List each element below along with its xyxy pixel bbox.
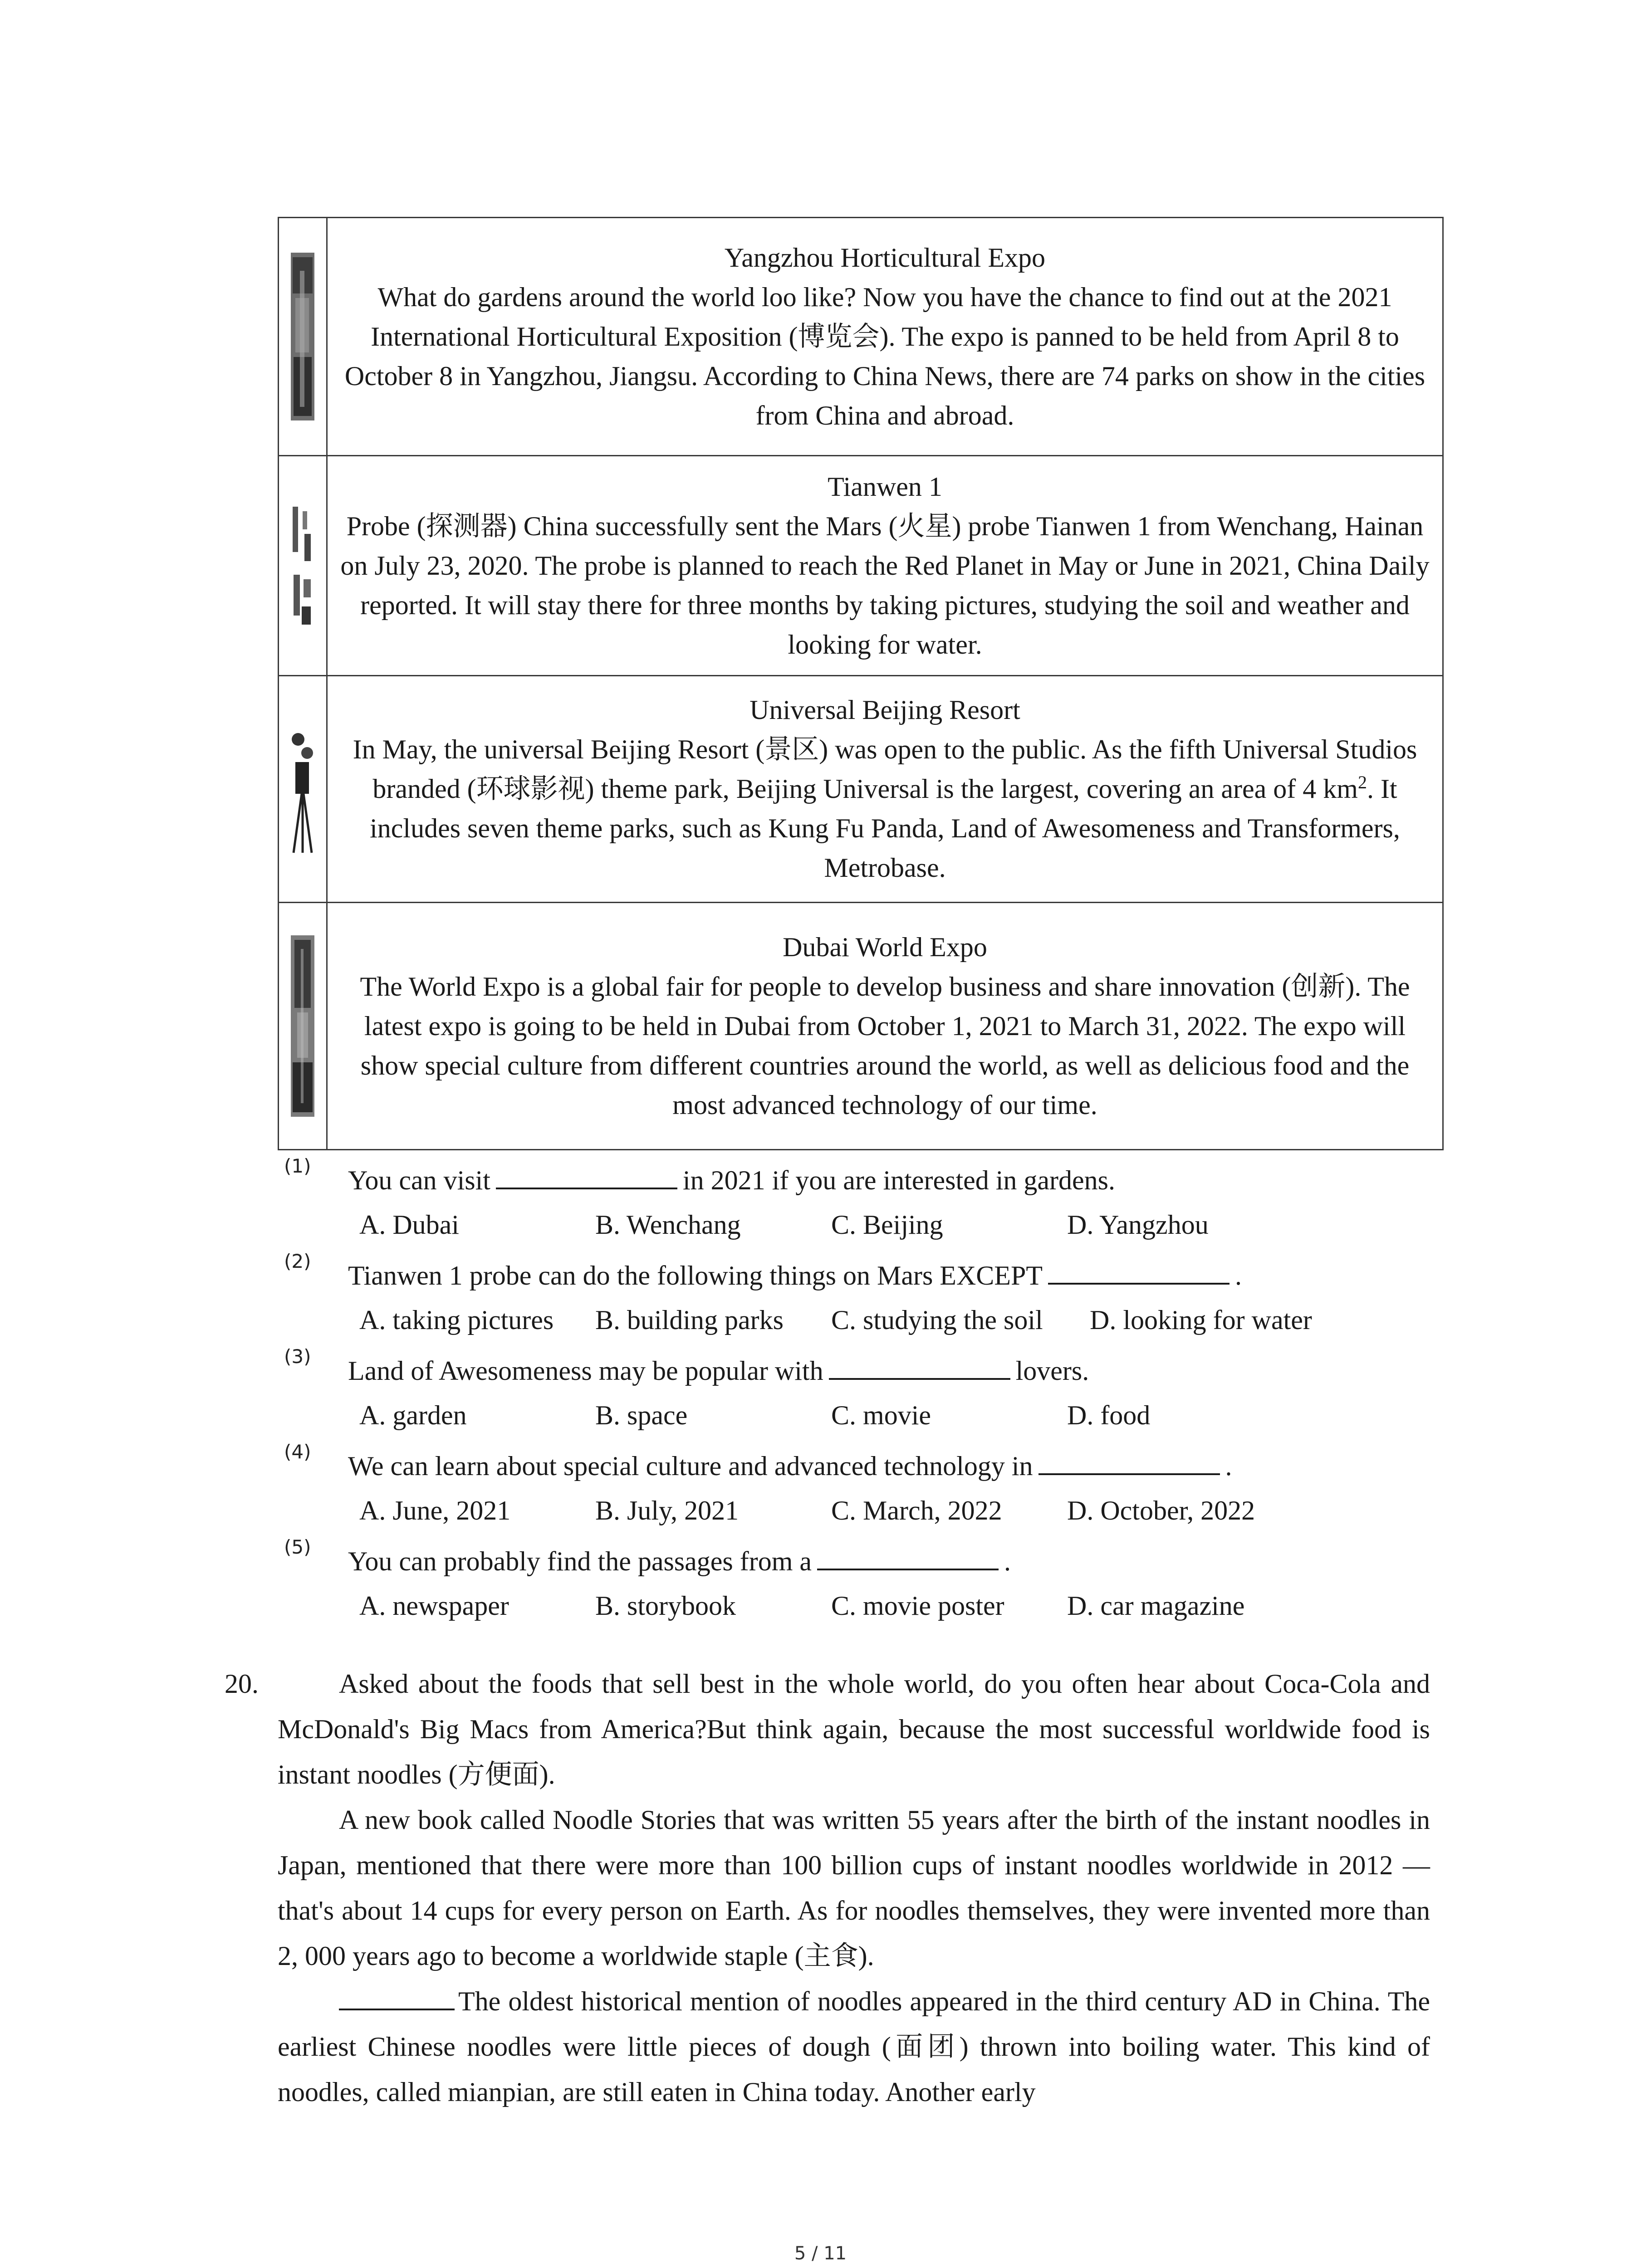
stem-text: Land of Awesomeness may be popular with: [348, 1356, 823, 1386]
entry-cell: [327, 676, 1443, 903]
entry-title: Tianwen 1: [828, 471, 942, 502]
entry-body: In May, the universal Beijing Resort (景区) was open to the public. As the fifth Universal Studios branded (环球影视) theme park, Beijing Universal is the largest, covering an area of 4 km: [353, 734, 1417, 804]
tower-photo-icon: [291, 935, 314, 1117]
image-cell: [279, 456, 327, 676]
question-number: 20.: [225, 1669, 259, 1699]
question-number: (1): [284, 1155, 311, 1177]
table-row: [279, 218, 1443, 456]
option-d[interactable]: D. October, 2022: [1067, 1496, 1255, 1525]
answer-blank[interactable]: [829, 1352, 1010, 1380]
stem-text: .: [1004, 1546, 1011, 1576]
paragraph-3: [278, 1979, 1430, 2115]
option-d[interactable]: D. food: [1067, 1400, 1151, 1430]
option-a[interactable]: A. June, 2021: [359, 1496, 511, 1525]
stem-text: .: [1225, 1451, 1232, 1481]
entry-body-continued: . It includes seven theme parks, such as Kung Fu Panda, Land of Awesomeness and Transformers, Metrobase.: [370, 774, 1400, 883]
option-d[interactable]: D. Yangzhou: [1067, 1210, 1209, 1240]
option-d[interactable]: D. looking for water: [1090, 1305, 1312, 1335]
image-cell: [279, 676, 327, 903]
stem-text: Tianwen 1 probe can do the following things on Mars EXCEPT: [348, 1261, 1043, 1290]
option-b[interactable]: B. building parks: [595, 1305, 784, 1335]
entry-body: What do gardens around the world loo like? Now you have the chance to find out at the 2021 International Horticultural Exposition (博览会). The expo is panned to be held from April 8 to October 8 in Yangzhou, Jiangsu. According to China News, there are 74 parks on show in the cities from China and abroad.: [344, 282, 1425, 430]
question-number: (5): [284, 1536, 311, 1558]
stem-text: You can visit: [348, 1165, 490, 1195]
question-number: (2): [284, 1250, 311, 1272]
option-b[interactable]: B. storybook: [595, 1591, 736, 1621]
option-d[interactable]: D. car magazine: [1067, 1591, 1245, 1621]
option-c[interactable]: C. Beijing: [831, 1210, 943, 1240]
paragraph-3-text: The oldest historical mention of noodles appeared in the third century AD in China. The earliest Chinese noodles were little pieces of dough (面团) thrown into boiling water. This kind of noodles, called mianpian, are still eaten in China today. Another early: [278, 1986, 1430, 2107]
option-a[interactable]: A. Dubai: [359, 1210, 459, 1240]
option-c[interactable]: C. movie poster: [831, 1591, 1004, 1621]
entry-cell: [327, 456, 1443, 676]
paragraph-1: Asked about the foods that sell best in the whole world, do you often hear about Coca-Cola and McDonald's Big Macs from America?But think again, because the most successful worldwide food is instant noodles (方便面).: [278, 1669, 1430, 1789]
entry-title: Yangzhou Horticultural Expo: [724, 242, 1046, 273]
question-number: (3): [284, 1345, 311, 1368]
entry-title: Dubai World Expo: [783, 932, 987, 962]
table-row: [279, 903, 1443, 1150]
entry-body: The World Expo is a global fair for people to develop business and share innovation (创新). The latest expo is going to be held in Dubai from October 1, 2021 to March 31, 2022. The expo will show special culture from different countries around the world, as well as delicious food and the most advanced technology of our time.: [360, 971, 1410, 1120]
question-stem: [348, 1542, 1011, 1579]
table-row: [279, 456, 1443, 676]
area-superscript: 2: [1357, 772, 1367, 792]
stem-text: You can probably find the passages from a: [348, 1546, 812, 1576]
entry-cell: [327, 903, 1443, 1150]
paragraph-2: A new book called Noodle Stories that was written 55 years after the birth of the instant noodles in Japan, mentioned that there were more than 100 billion cups of instant noodles worldwide in 2012 — that's about 14 cups for every person on Earth. As for noodles themselves, they were invented more than 2, 000 years ago to become a worldwide staple (主食).: [278, 1805, 1430, 1971]
option-c[interactable]: C. March, 2022: [831, 1496, 1002, 1525]
image-cell: [279, 903, 327, 1150]
option-a[interactable]: A. garden: [359, 1400, 467, 1430]
entry-cell: [327, 218, 1443, 456]
passage-paragraph: [278, 1661, 1430, 2115]
answer-blank[interactable]: [1048, 1256, 1230, 1285]
page-indicator: 5 / 11: [794, 2243, 847, 2264]
entry-body: Probe (探测器) China successfully sent the Mars (火星) probe Tianwen 1 from Wenchang, Hainan on July 23, 2020. The probe is planned to reach the Red Planet in May or June in 2021, China Daily reported. It will stay there for three months by taking pictures, studying the soil and weather and looking for water.: [340, 511, 1430, 660]
question-stem: [348, 1447, 1232, 1484]
option-b[interactable]: B. July, 2021: [595, 1496, 739, 1525]
stem-text: We can learn about special culture and advanced technology in: [348, 1451, 1033, 1481]
option-b[interactable]: B. Wenchang: [595, 1210, 741, 1240]
option-b[interactable]: B. space: [595, 1400, 688, 1430]
probe-photo-icon: [291, 502, 314, 629]
option-a[interactable]: A. taking pictures: [359, 1305, 554, 1335]
stem-text: .: [1234, 1261, 1242, 1290]
table-row: [279, 676, 1443, 903]
question-number: (4): [284, 1441, 311, 1463]
image-cell: [279, 218, 327, 456]
stem-text: in 2021 if you are interested in gardens.: [682, 1165, 1116, 1195]
option-c[interactable]: C. studying the soil: [831, 1305, 1043, 1335]
option-a[interactable]: A. newspaper: [359, 1591, 509, 1621]
entry-title: Universal Beijing Resort: [749, 695, 1020, 725]
film-camera-icon: [291, 721, 314, 857]
answer-blank[interactable]: [339, 1982, 455, 2010]
answer-blank[interactable]: [496, 1161, 677, 1189]
question-stem: [348, 1161, 1115, 1198]
garden-photo-icon: [291, 253, 314, 420]
question-stem: [348, 1352, 1089, 1389]
answer-blank[interactable]: [1038, 1447, 1220, 1475]
question-stem: [348, 1256, 1242, 1294]
info-table: [278, 217, 1444, 1150]
stem-text: lovers.: [1015, 1356, 1089, 1386]
answer-blank[interactable]: [817, 1542, 999, 1570]
option-c[interactable]: C. movie: [831, 1400, 931, 1430]
